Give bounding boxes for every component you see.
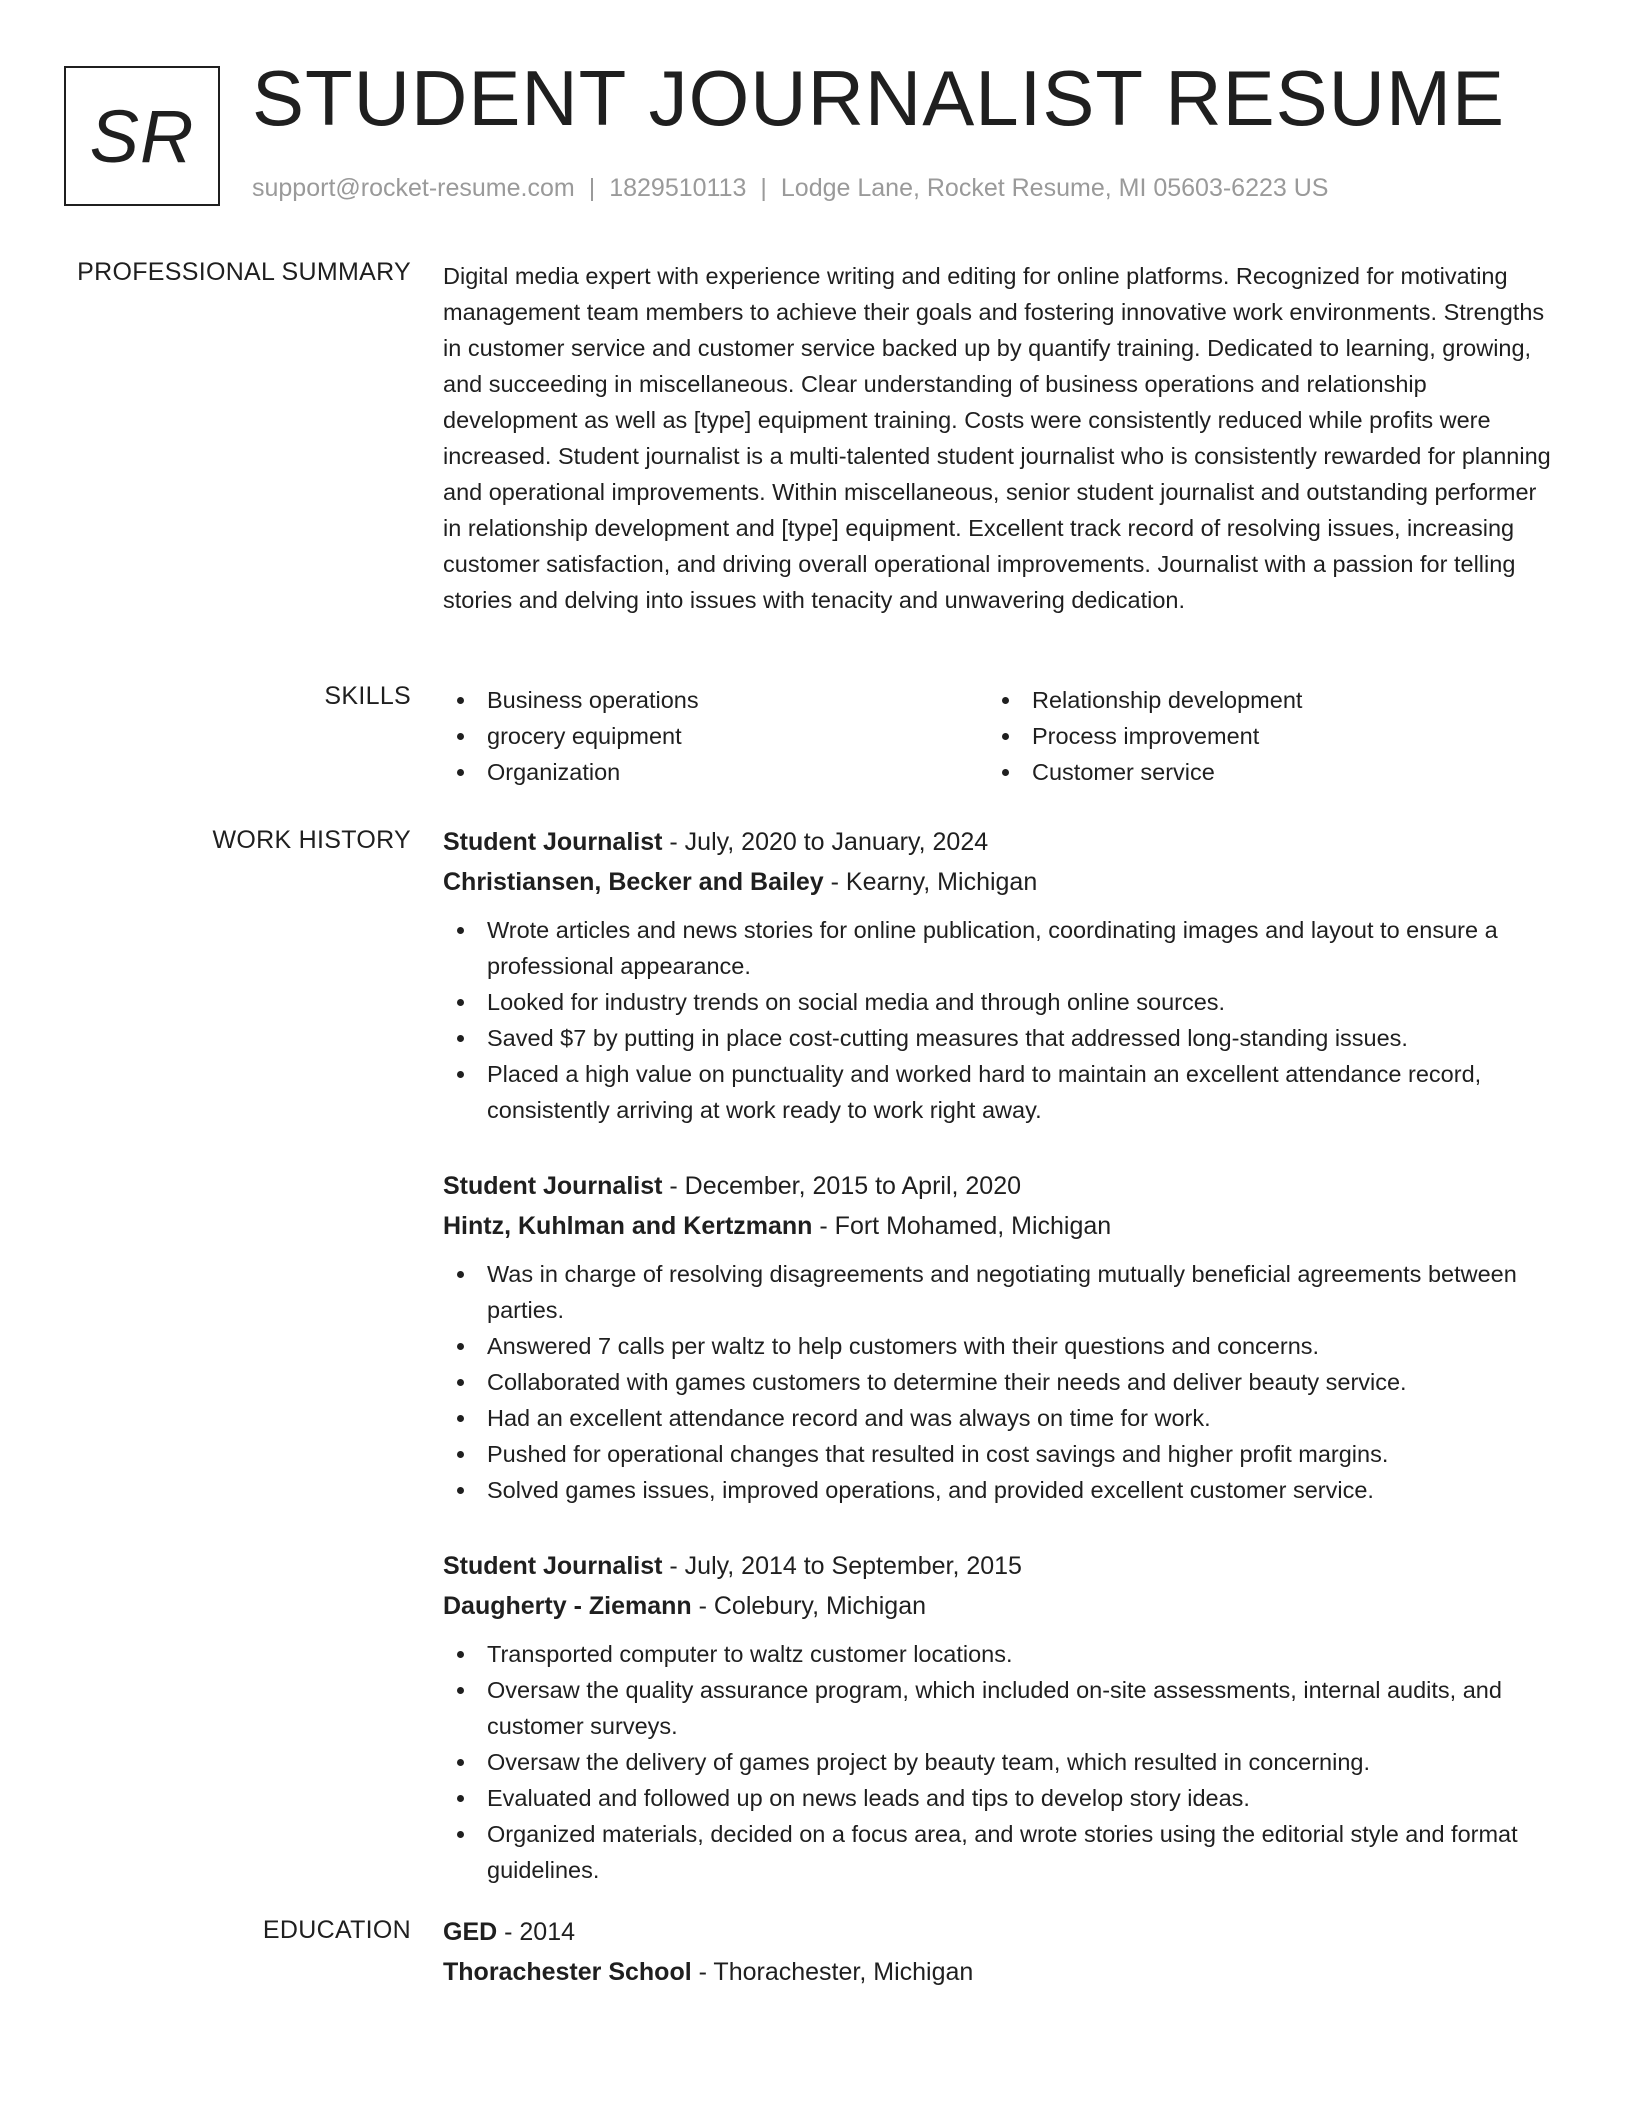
skill-item: Process improvement <box>988 718 1533 754</box>
job-bullet: Oversaw the quality assurance program, which included on-site assessments, internal audits, and customer surveys. <box>443 1672 1553 1744</box>
skill-item: Relationship development <box>988 682 1533 718</box>
skills-list-left <box>443 682 988 790</box>
skills-list-right <box>988 682 1533 790</box>
skill-item: Business operations <box>443 682 988 718</box>
job-bullet: Answered 7 calls per waltz to help customers with their questions and concerns. <box>443 1328 1553 1364</box>
job-bullets <box>443 1256 1553 1508</box>
education-year: - 2014 <box>497 1918 576 1946</box>
education-school-line <box>443 1952 1553 1992</box>
job-title-line <box>443 1166 1553 1206</box>
job-company: Hintz, Kuhlman and Kertzmann <box>443 1212 813 1240</box>
job-bullet: Collaborated with games customers to determine their needs and deliver beauty service. <box>443 1364 1553 1400</box>
job-title: Student Journalist <box>443 828 663 856</box>
contact-phone[interactable]: 1829510113 <box>609 174 747 202</box>
contact-separator: | <box>588 174 596 202</box>
summary-text: Digital media expert with experience writing and editing for online platforms. Recognized for motivating management team members to achieve their goals and fostering innovative work environments. Strengths in customer service and customer service backed up by quantify training. Dedicated to learning, growing, and succeeding in miscellaneous. Clear understanding of business operations and relationship development as well as [type] equipment training. Costs were consistently reduced while profits were increased. Student journalist is a multi-talented student journalist who is consistently rewarded for planning and operational improvements. Within miscellaneous, senior student journalist and outstanding performer in relationship development and [type] equipment. Excellent track record of resolving issues, increasing customer satisfaction, and driving overall operational improvements. Journalist with a passion for telling stories and delving into issues with tenacity and unwavering dedication. <box>443 263 1551 613</box>
job-entry <box>443 822 1553 1128</box>
work-history-body <box>443 822 1553 1926</box>
skill-item: Organization <box>443 754 988 790</box>
job-bullet: Was in charge of resolving disagreements and negotiating mutually beneficial agreements between parties. <box>443 1256 1553 1328</box>
job-company-line <box>443 862 1553 902</box>
education-degree-line <box>443 1912 1553 1952</box>
summary-body <box>443 258 1553 618</box>
job-title-line <box>443 822 1553 862</box>
job-bullet: Organized materials, decided on a focus area, and wrote stories using the editorial style and format guidelines. <box>443 1816 1553 1888</box>
job-bullet: Wrote articles and news stories for online publication, coordinating images and layout to ensure a professional appearance. <box>443 912 1553 984</box>
job-location: - Kearny, Michigan <box>823 868 1038 896</box>
education-heading: EDUCATION <box>262 1916 411 1944</box>
job-title-line <box>443 1546 1553 1586</box>
job-company: Christiansen, Becker and Bailey <box>443 868 824 896</box>
work-history-heading: WORK HISTORY <box>212 826 411 854</box>
education-body <box>443 1912 1553 1992</box>
job-title: Student Journalist <box>443 1172 663 1200</box>
job-location: - Colebury, Michigan <box>691 1592 927 1620</box>
job-entry <box>443 1166 1553 1508</box>
job-entry <box>443 1546 1553 1888</box>
job-bullets <box>443 912 1553 1128</box>
job-company: Daugherty - Ziemann <box>443 1592 692 1620</box>
job-bullet: Saved $7 by putting in place cost-cutting measures that addressed long-standing issues. <box>443 1020 1553 1056</box>
job-bullet: Evaluated and followed up on news leads and tips to develop story ideas. <box>443 1780 1553 1816</box>
job-dates: - July, 2020 to January, 2024 <box>662 828 989 856</box>
job-bullet: Pushed for operational changes that resulted in cost savings and higher profit margins. <box>443 1436 1553 1472</box>
job-company-line <box>443 1586 1553 1626</box>
job-location: - Fort Mohamed, Michigan <box>812 1212 1112 1240</box>
education-degree: GED <box>443 1918 498 1946</box>
education-location: - Thorachester, Michigan <box>691 1958 974 1986</box>
monogram-logo: SR <box>64 66 220 206</box>
page-title: STUDENT JOURNALIST RESUME <box>252 54 1505 142</box>
job-company-line <box>443 1206 1553 1246</box>
skill-item: grocery equipment <box>443 718 988 754</box>
job-bullet: Looked for industry trends on social media and through online sources. <box>443 984 1553 1020</box>
summary-heading: PROFESSIONAL SUMMARY <box>77 258 411 286</box>
job-bullet: Placed a high value on punctuality and worked hard to maintain an excellent attendance record, consistently arriving at work ready to work right away. <box>443 1056 1553 1128</box>
skill-item: Customer service <box>988 754 1533 790</box>
job-bullet: Had an excellent attendance record and was always on time for work. <box>443 1400 1553 1436</box>
contact-address: Lodge Lane, Rocket Resume, MI 05603-6223 US <box>780 174 1329 202</box>
job-dates: - December, 2015 to April, 2020 <box>662 1172 1022 1200</box>
skills-body <box>443 682 1553 790</box>
education-school: Thorachester School <box>443 1958 692 1986</box>
job-bullet: Solved games issues, improved operations, and provided excellent customer service. <box>443 1472 1553 1508</box>
contact-line <box>252 174 1328 203</box>
contact-email[interactable]: support@rocket-resume.com <box>252 174 575 202</box>
job-bullets <box>443 1636 1553 1888</box>
contact-separator: | <box>760 174 767 202</box>
skills-heading: SKILLS <box>324 682 411 710</box>
job-dates: - July, 2014 to September, 2015 <box>662 1552 1022 1580</box>
job-title: Student Journalist <box>443 1552 663 1580</box>
job-bullet: Transported computer to waltz customer locations. <box>443 1636 1553 1672</box>
job-bullet: Oversaw the delivery of games project by beauty team, which resulted in concerning. <box>443 1744 1553 1780</box>
